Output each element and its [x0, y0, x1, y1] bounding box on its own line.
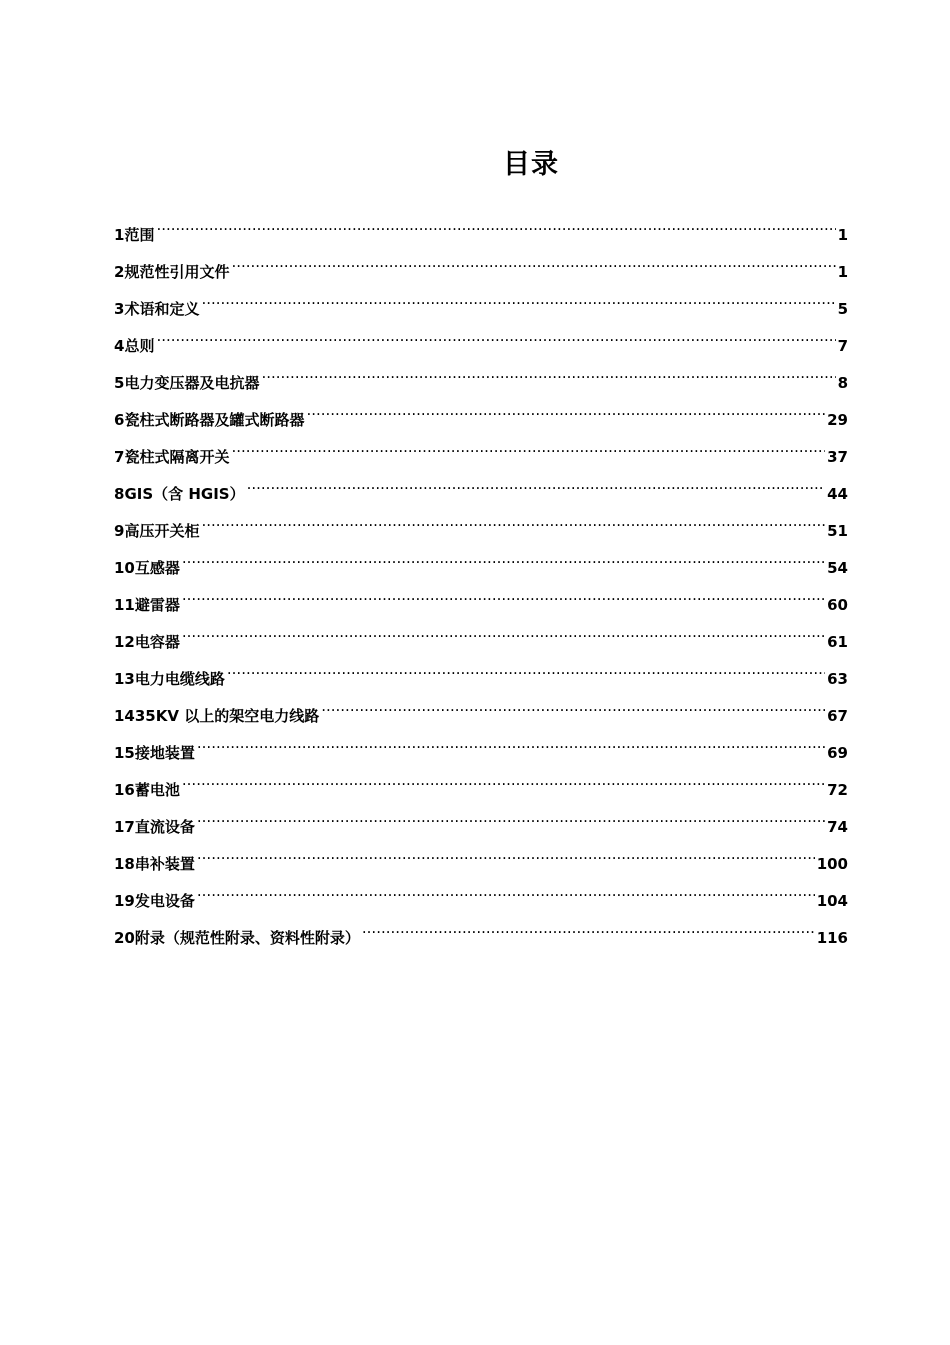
- toc-entry-page: 44: [827, 485, 848, 503]
- toc-entry-page: 60: [827, 596, 848, 614]
- toc-entry-page: 5: [837, 300, 848, 318]
- toc-dot-leader: [306, 395, 825, 425]
- toc-entry-page: 8: [837, 374, 848, 392]
- toc-entry-number: 10: [114, 559, 135, 577]
- toc-entry-number: 3: [114, 300, 125, 318]
- toc-entry-number: 2: [114, 263, 125, 281]
- toc-dot-leader: [321, 691, 825, 721]
- toc-entry-number: 6: [114, 411, 125, 429]
- toc-dot-leader: [197, 802, 825, 832]
- toc-entry-number: 17: [114, 818, 135, 836]
- toc-entry[interactable]: [114, 876, 848, 913]
- toc-entry-page: 74: [827, 818, 848, 836]
- toc-entry-label: 规范性引用文件: [124, 263, 230, 281]
- toc-entry-label: 总则: [124, 337, 155, 355]
- toc-entry-page: 1: [837, 226, 848, 244]
- toc-dot-leader: [182, 617, 825, 647]
- toc-dot-leader: [197, 839, 815, 869]
- toc-entry-page: 63: [827, 670, 848, 688]
- toc-entry-number: 14: [114, 707, 135, 725]
- toc-entry[interactable]: [114, 617, 848, 654]
- toc-entry-label: 高压开关柜: [124, 522, 200, 540]
- toc-entry-number: 8: [114, 485, 125, 503]
- toc-entry-label: 电力变压器及电抗器: [124, 374, 260, 392]
- toc-entry-page: 69: [827, 744, 848, 762]
- toc-entry[interactable]: [114, 691, 848, 728]
- toc-list: [114, 210, 848, 950]
- toc-entry-label: 电力电缆线路: [134, 670, 225, 688]
- toc-entry[interactable]: [114, 913, 848, 950]
- toc-entry[interactable]: [114, 728, 848, 765]
- toc-entry-number: 11: [114, 596, 135, 614]
- toc-entry[interactable]: [114, 395, 848, 432]
- toc-dot-leader: [156, 321, 835, 351]
- toc-entry-number: 5: [114, 374, 125, 392]
- toc-entry-number: 4: [114, 337, 125, 355]
- toc-entry[interactable]: [114, 432, 848, 469]
- toc-entry-label: 术语和定义: [124, 300, 200, 318]
- toc-entry[interactable]: [114, 765, 848, 802]
- toc-entry-number: 12: [114, 633, 135, 651]
- toc-entry-label: 范围: [124, 226, 155, 244]
- toc-entry-label: 避雷器: [134, 596, 180, 614]
- toc-dot-leader: [261, 358, 835, 388]
- toc-entry[interactable]: [114, 580, 848, 617]
- toc-dot-leader: [197, 728, 825, 758]
- toc-entry-number: 13: [114, 670, 135, 688]
- toc-dot-leader: [182, 765, 825, 795]
- toc-dot-leader: [227, 654, 825, 684]
- toc-entry-number: 16: [114, 781, 135, 799]
- toc-entry-number: 1: [114, 226, 125, 244]
- toc-entry-page: 72: [827, 781, 848, 799]
- toc-entry-page: 51: [827, 522, 848, 540]
- toc-title: 目录: [503, 149, 559, 180]
- toc-entry-label: 发电设备: [134, 892, 195, 910]
- toc-entry-page: 104: [816, 892, 848, 910]
- toc-dot-leader: [201, 284, 835, 314]
- toc-entry[interactable]: [114, 506, 848, 543]
- toc-dot-leader: [182, 543, 825, 573]
- toc-entry[interactable]: [114, 802, 848, 839]
- toc-entry-label: 互感器: [134, 559, 180, 577]
- toc-entry-page: 54: [827, 559, 848, 577]
- toc-dot-leader: [231, 247, 835, 277]
- toc-entry[interactable]: [114, 284, 848, 321]
- toc-dot-leader: [231, 432, 825, 462]
- toc-entry[interactable]: [114, 358, 848, 395]
- toc-entry-page: 7: [837, 337, 848, 355]
- toc-entry-label: 35KV 以上的架空电力线路: [134, 707, 320, 725]
- toc-entry-number: 19: [114, 892, 135, 910]
- toc-entry-label: 附录（规范性附录、资料性附录）: [134, 929, 360, 947]
- toc-entry-number: 15: [114, 744, 135, 762]
- toc-entry-page: 67: [827, 707, 848, 725]
- toc-entry-page: 100: [816, 855, 848, 873]
- toc-entry-label: 瓷柱式隔离开关: [124, 448, 230, 466]
- toc-entry[interactable]: [114, 839, 848, 876]
- toc-entry-label: 接地装置: [134, 744, 195, 762]
- toc-entry-number: 9: [114, 522, 125, 540]
- toc-entry-number: 20: [114, 929, 135, 947]
- toc-dot-leader: [201, 506, 825, 536]
- toc-entry-page: 116: [816, 929, 848, 947]
- toc-dot-leader: [156, 210, 835, 240]
- toc-entry[interactable]: [114, 543, 848, 580]
- toc-entry-label: 蓄电池: [134, 781, 180, 799]
- toc-entry-label: 电容器: [134, 633, 180, 651]
- toc-entry[interactable]: [114, 210, 848, 247]
- toc-entry-number: 7: [114, 448, 125, 466]
- toc-entry-label: 直流设备: [134, 818, 195, 836]
- toc-entry[interactable]: [114, 654, 848, 691]
- toc-entry-page: 61: [827, 633, 848, 651]
- toc-entry-page: 1: [837, 263, 848, 281]
- toc-entry-page: 37: [827, 448, 848, 466]
- toc-entry-label: GIS（含 HGIS）: [124, 485, 245, 503]
- toc-dot-leader: [182, 580, 825, 610]
- toc-dot-leader: [247, 469, 826, 499]
- toc-dot-leader: [197, 876, 815, 906]
- toc-entry-number: 18: [114, 855, 135, 873]
- toc-entry[interactable]: [114, 321, 848, 358]
- toc-entry-page: 29: [827, 411, 848, 429]
- toc-entry-label: 瓷柱式断路器及罐式断路器: [124, 411, 305, 429]
- toc-entry-label: 串补装置: [134, 855, 195, 873]
- toc-entry[interactable]: [114, 469, 848, 506]
- toc-entry[interactable]: [114, 247, 848, 284]
- toc-dot-leader: [362, 913, 815, 943]
